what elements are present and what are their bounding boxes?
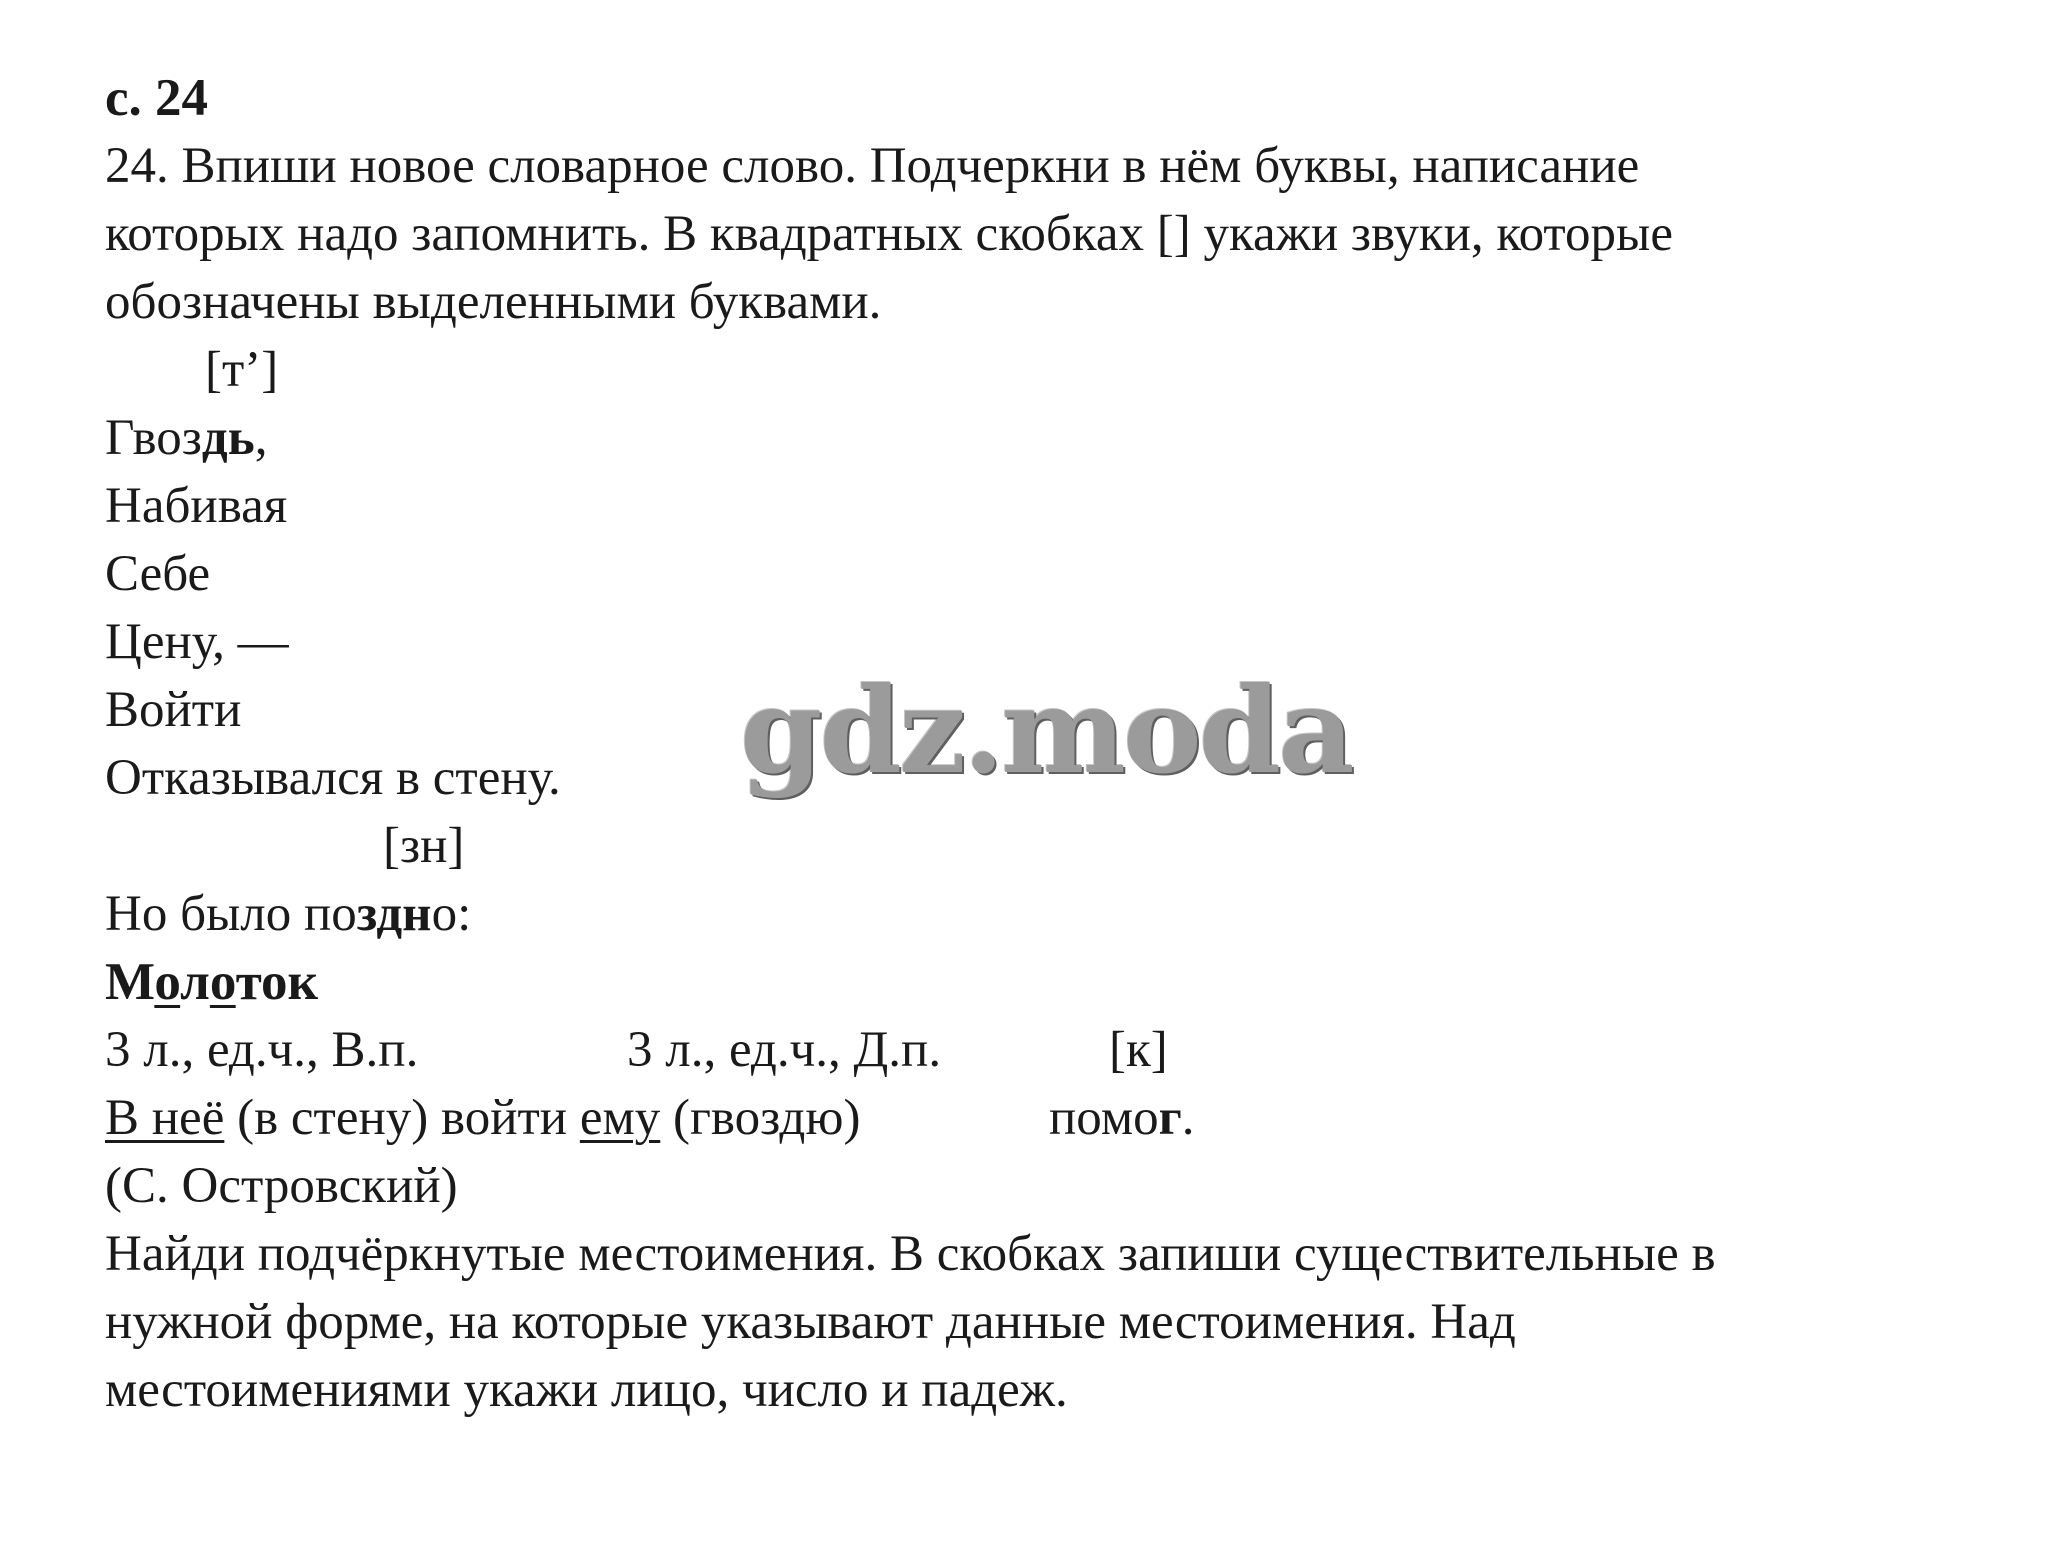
poem-line-1-start: Гвоз [105,410,202,466]
poem-line-1 [105,404,267,472]
task-intro-line-3: обозначены выделенными буквами. [105,274,882,330]
poem-line-9-period: . [1181,1090,1195,1146]
poem-line-7 [105,880,471,948]
task-outro-line-3: местоимениями укажи лицо, число и падеж. [105,1362,1068,1418]
watermark-logo: gdz.moda [740,661,1352,800]
transcription-k: [к] [1109,1022,1168,1078]
vocabulary-word-underlined-1: о [154,953,181,1011]
poem-line-3: Себе [105,546,211,602]
poem-line-1-end: , [254,410,268,466]
poem-line-5: Войти [105,682,242,738]
page-label: с. 24 [105,69,209,127]
poem-line-9 [105,1084,860,1152]
poem-line-6: Отказывался в стену. [105,750,561,806]
vocabulary-word-part-1: М [105,953,155,1011]
task-intro-line-1: 24. Впиши новое словарное слово. Подчеркни в нём буквы, написание [105,138,1640,194]
poem-line-9-text-3: помо [1049,1090,1159,1146]
poem-line-4: Цену, — [105,614,289,670]
pronoun-1: В неё [105,1090,225,1146]
transcription-zn: [зн] [383,818,465,874]
poem-author: (С. Островский) [105,1158,458,1214]
annotation-2: 3 л., ед.ч., Д.п. [627,1022,942,1078]
task-outro-line-2: нужной форме, на которые указывают данные местоимения. Над [105,1294,1516,1350]
poem-line-9-highlight: г [1158,1090,1182,1146]
pronoun-2: ему [579,1090,661,1146]
task-intro-line-2: которых надо запомнить. В квадратных скобках [] укажи звуки, которые [105,206,1673,262]
poem-line-7-start: Но было по [105,886,357,942]
vocabulary-word-part-3: л [180,953,210,1011]
vocabulary-word [105,948,318,1016]
poem-line-9-text-1: (в стену) войти [224,1090,580,1146]
poem-line-7-highlight: здн [356,886,432,942]
poem-line-7-end: о: [431,886,472,942]
vocabulary-word-part-5: ток [235,953,319,1011]
vocabulary-word-underlined-2: о [209,953,236,1011]
annotation-1: 3 л., ед.ч., В.п. [105,1022,419,1078]
transcription-t: [т’] [205,342,279,398]
poem-line-9-text-2: (гвоздю) [660,1090,861,1146]
poem-line-1-highlight: дь [201,410,255,466]
poem-line-2: Набивая [105,478,288,534]
poem-line-9-end [1049,1084,1195,1152]
task-outro-line-1: Найди подчёркнутые местоимения. В скобках запиши существительные в [105,1226,1716,1282]
